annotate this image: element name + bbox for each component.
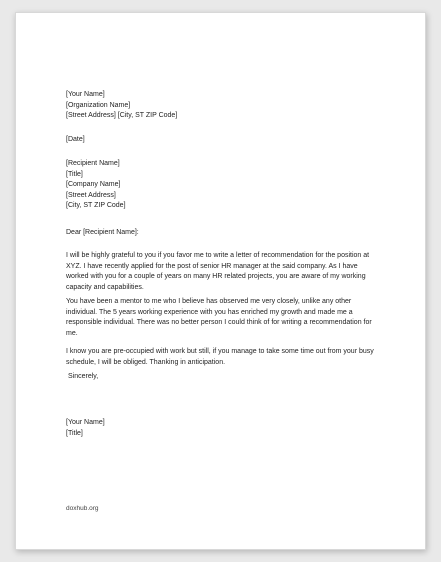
signature-title: [Title] [66,429,83,437]
closing-text: Sincerely, [68,373,99,380]
signature-name: [Your Name] [66,419,105,426]
letter-page [15,12,426,550]
sender-organization: [Organization Name] [66,101,131,109]
recipient-title: [Title] [66,170,83,178]
sender-address: [Street Address] [City, ST ZIP Code] [66,112,178,119]
footer [66,504,99,515]
footer-site: doxhub.org [66,505,99,512]
signature-block [66,418,105,439]
recipient-street: [Street Address] [66,191,116,199]
recipient-city: [City, ST ZIP Code] [66,202,126,209]
body-paragraph-1: I will be highly grateful to you if you favor me to write a letter of recommendation for the position at XYZ. I have recently applied for the post of senior HR manager at the said company. As I have worked with you for a couple of years on many HR related projects, you are aware of my working capacity and capabilities. [66,252,370,291]
sender-block [66,90,177,122]
salutation-text: Dear [Recipient Name]: [66,229,139,236]
date-block [66,135,85,146]
sender-name: [Your Name] [66,91,105,98]
salutation [66,228,139,239]
recipient-company: [Company Name] [66,181,121,188]
body-paragraph-2: You have been a mentor to me who I believe has observed me very closely, unlike any other individual. The 5 years working experience with you has enriched my growth and made me a responsible individual. There was no better person I could think of for writing a recommendation for me. [66,298,372,337]
letter-date: [Date] [66,136,85,143]
recipient-block [66,159,126,212]
body-paragraph-3: I know you are pre-occupied with work but still, if you manage to take some time out from your busy schedule, I will be obliged. Thanking in anticipation. [66,348,374,366]
closing [68,372,98,383]
recipient-name: [Recipient Name] [66,160,120,167]
